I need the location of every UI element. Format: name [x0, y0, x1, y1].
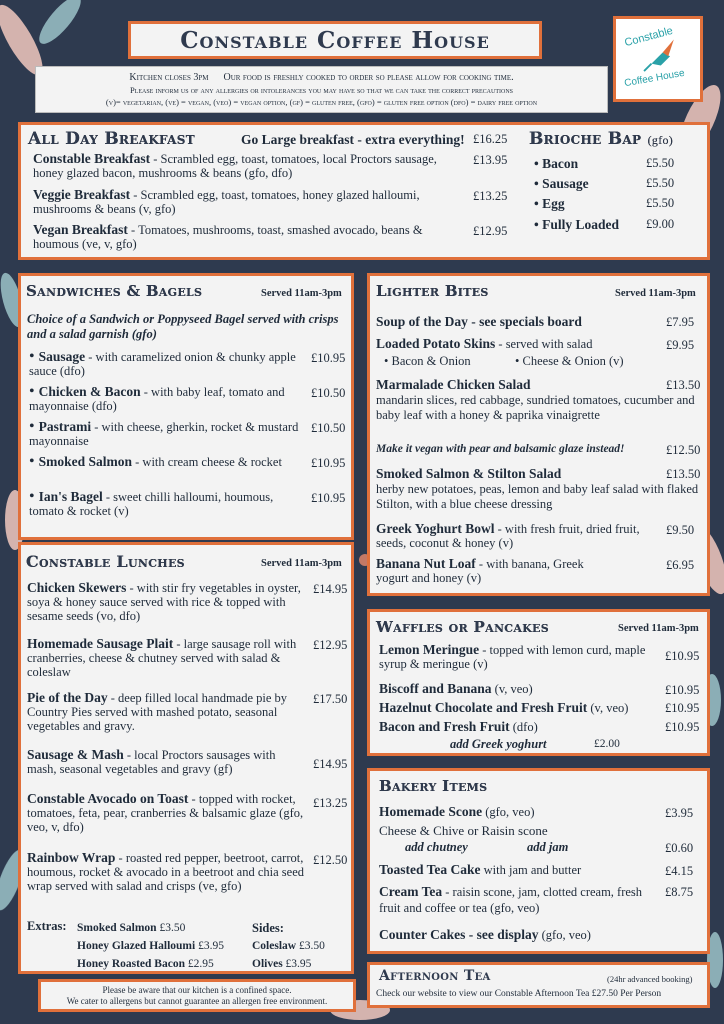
sandwiches-panel	[18, 273, 354, 540]
logo-text-top: Constable	[623, 24, 675, 50]
scone-add-chutney: add chutney	[405, 840, 468, 854]
item-price: £9.00	[646, 217, 675, 231]
lunches-panel	[18, 542, 354, 974]
menu-item: • Sausage - with caramelized onion & chunky apple sauce (dfo)	[29, 348, 296, 378]
sides-list: Sides: Coleslaw £3.50 Olives £3.95	[252, 921, 325, 970]
kitchen-closes: Kitchen closes 3pm	[129, 72, 209, 83]
item-price: £13.50	[666, 378, 701, 392]
menu-item: Greek Yoghurt Bowl - with fresh fruit, dried fruit, seeds, coconut & honey (v)	[376, 521, 640, 550]
item-price: £12.50	[666, 443, 701, 457]
vegan-option: Make it vegan with pear and balsamic glaze instead!	[376, 443, 625, 455]
scone-variants: Cheese & Chive or Raisin scone	[379, 823, 548, 838]
sandwiches-intro: Choice of a Sandwich or Poppyseed Bagel served with crisps and a salad garnish (gfo)	[27, 312, 339, 341]
footer-line2: We cater to allergens but cannot guarantee an allergen free environment.	[66, 996, 328, 1006]
breakfast-promo-price: £16.25	[473, 132, 508, 146]
item-price: £10.95	[665, 649, 700, 663]
afternoon-text: Check our website to view our Constable Afternoon Tea £27.50 Per Person	[376, 989, 662, 999]
item-price: £6.95	[666, 558, 695, 572]
item-desc: herby new potatoes, peas, lemon and baby leaf salad with flaked Stilton, with a blue cheese dressing	[376, 482, 699, 511]
menu-item: Loaded Potato Skins - served with salad	[376, 336, 593, 351]
item-price: £5.50	[646, 156, 675, 170]
menu-item: • Ian's Bagel - sweet chilli halloumi, houmous, tomato & rocket (v)	[29, 488, 274, 518]
menu-item: Chicken Skewers - with stir fry vegetables in oyster, soya & honey sauce served with rice & topped with sesame seeds (vo, dfo)	[27, 580, 301, 623]
menu-item: Marmalade Chicken Salad	[376, 377, 531, 392]
menu-item: Homemade Scone (gfo, veo)	[379, 804, 535, 819]
item-price: £10.95	[665, 701, 700, 715]
menu-item: Homemade Sausage Plait - large sausage roll with cranberries, cheese & chutney served with salad & coleslaw	[27, 636, 297, 679]
menu-item: Hazelnut Chocolate and Fresh Fruit (v, veo)	[379, 700, 629, 715]
addon-price: £2.00	[594, 738, 620, 750]
menu-item: Sausage & Mash - local Proctors sausages with mash, seasonal vegetables and gravy (gf)	[27, 747, 276, 776]
brioche-section	[526, 125, 706, 257]
menu-item: Smoked Salmon & Stilton Salad	[376, 466, 562, 481]
cooking-notice: Our food is freshly cooked to order so please allow for cooking time.	[223, 72, 514, 83]
served-time: Served 11am-3pm	[261, 558, 342, 569]
afternoon-heading: Afternoon Tea	[379, 968, 491, 984]
afternoon-tea-panel	[367, 962, 710, 1008]
menu-item: Counter Cakes - see display (gfo, veo)	[379, 927, 591, 942]
item-price: £10.50	[311, 386, 346, 400]
item-price: £14.95	[313, 757, 348, 771]
item-price: £9.50	[666, 523, 695, 537]
brioche-item: • Bacon	[534, 156, 579, 171]
item-price: £13.95	[473, 153, 508, 167]
lighter-bites-panel	[367, 273, 710, 596]
item-desc: mandarin slices, red cabbage, sundried tomatoes, cucumber and baby leaf with a honey & paprika vinaigrette	[376, 393, 695, 422]
brioche-item: • Fully Loaded	[534, 217, 620, 232]
menu-item: • Smoked Salmon - with cream cheese & rocket	[29, 453, 282, 470]
menu-item: Veggie Breakfast - Scrambled egg, toast, tomatoes, honey glazed halloumi, mushrooms & beans (v, gfo)	[33, 187, 420, 216]
served-time: Served 11am-3pm	[615, 288, 696, 299]
item-price: £10.95	[665, 683, 700, 697]
waffles-panel	[367, 609, 710, 756]
afternoon-booking: (24hr advanced booking)	[607, 974, 693, 984]
bakery-panel	[367, 768, 710, 954]
item-price: £10.95	[311, 456, 346, 470]
bakery-heading: Bakery Items	[379, 777, 488, 795]
brioche-item: • Egg	[534, 196, 565, 211]
menu-item: Cream Tea - raisin scone, jam, clotted cream, fresh fruit and coffee or tea (gfo, veo)	[379, 884, 643, 915]
item-price: £13.50	[666, 467, 701, 481]
brioche-note: (gfo)	[647, 133, 674, 147]
menu-item: Bacon and Fresh Fruit (dfo)	[379, 719, 538, 734]
item-price: £10.95	[311, 491, 346, 505]
notice-box	[35, 66, 608, 113]
breakfast-promo: Go Large breakfast - extra everything!	[241, 132, 465, 147]
item-price: £8.75	[665, 885, 694, 899]
menu-item: Rainbow Wrap - roasted red pepper, beetroot, carrot, houmous, rocket & avocado in a beetroot and chia seed wrap served with salad and crisps (ve, gfo)	[27, 850, 304, 893]
page-title: Constable Coffee House	[180, 26, 490, 54]
extras-label: Extras:	[27, 919, 67, 933]
item-price: £5.50	[646, 176, 675, 190]
item-price: £0.60	[665, 841, 694, 855]
item-price: £12.95	[313, 638, 348, 652]
menu-item: • Chicken & Bacon - with baby leaf, tomato and mayonnaise (dfo)	[29, 383, 285, 413]
item-price: £7.95	[666, 315, 695, 329]
menu-item: Constable Breakfast - Scrambled egg, toast, tomatoes, local Proctors sausage, honey glazed bacon, mushrooms & beans (gfo, dfo)	[33, 151, 437, 180]
brioche-heading: Brioche Bap	[529, 129, 642, 149]
item-price: £5.50	[646, 196, 675, 210]
menu-item: Banana Nut Loaf - with banana, Greek yogurt and honey (v)	[376, 556, 584, 585]
menu-item: Pie of the Day - deep filled local handmade pie by Country Pies served with mashed potato, seasonal vegetables and gravy.	[27, 690, 288, 733]
item-price: £4.15	[665, 864, 694, 878]
footer-notice	[38, 979, 356, 1012]
title-banner	[128, 21, 542, 59]
waffles-heading: Waffles or Pancakes	[376, 618, 549, 636]
breakfast-panel	[18, 122, 710, 260]
logo-text-bottom: Coffee House	[623, 67, 686, 90]
allergy-notice: Please inform us of any allergies or intolerances you may have so that we can take the correct precautions	[129, 85, 514, 95]
item-price: £12.95	[473, 224, 508, 238]
extras-list: Smoked Salmon £3.50 Honey Glazed Halloumi £3.95 Honey Roasted Bacon £2.95	[77, 922, 224, 970]
item-price: £14.95	[313, 582, 348, 596]
waffle-addon: add Greek yoghurt	[450, 737, 547, 751]
breakfast-heading: All Day Breakfast	[28, 129, 195, 149]
item-price: £3.95	[665, 806, 694, 820]
footer-line1: Please be aware that our kitchen is a confined space.	[102, 985, 292, 995]
skins-option: • Cheese & Onion (v)	[515, 354, 624, 368]
lighter-heading: Lighter Bites	[376, 282, 489, 300]
menu-item: Vegan Breakfast - Tomatoes, mushrooms, toast, smashed avocado, beans & houmous (ve, v, gfo)	[33, 222, 423, 251]
item-price: £10.95	[665, 720, 700, 734]
item-price: £9.95	[666, 338, 695, 352]
menu-item: Toasted Tea Cake with jam and butter	[379, 862, 582, 877]
skins-option: • Bacon & Onion	[384, 354, 471, 368]
logo	[613, 16, 703, 102]
menu-item: Soup of the Day - see specials board	[376, 314, 582, 329]
item-price: £10.95	[311, 351, 346, 365]
item-price: £12.50	[313, 853, 348, 867]
served-time: Served 11am-3pm	[618, 623, 699, 634]
menu-item: Lemon Meringue - topped with lemon curd, maple syrup & meringue (v)	[379, 642, 646, 671]
served-time: Served 11am-3pm	[261, 288, 342, 299]
diet-key: (v)= vegetarian, (ve) = vegan, (veo) = vegan option, (gf) = gluten free, (gfo) = gluten free option (dfo) = dairy free option	[105, 97, 538, 107]
item-price: £10.50	[311, 421, 346, 435]
brioche-item: • Sausage	[534, 176, 589, 191]
lunches-heading: Constable Lunches	[26, 552, 185, 571]
item-price: £13.25	[473, 189, 508, 203]
item-price: £13.25	[313, 796, 348, 810]
scone-add-jam: add jam	[527, 840, 569, 854]
menu-item: Biscoff and Banana (v, veo)	[379, 681, 533, 696]
menu-item: • Pastrami - with cheese, gherkin, rocket & mustard mayonnaise	[29, 418, 299, 448]
menu-item: Constable Avocado on Toast - topped with rocket, tomatoes, feta, pear, cranberries & balsamic glaze (gfo, veo, v, dfo)	[27, 791, 304, 834]
sandwiches-heading: Sandwiches & Bagels	[26, 282, 203, 300]
item-price: £17.50	[313, 692, 348, 706]
